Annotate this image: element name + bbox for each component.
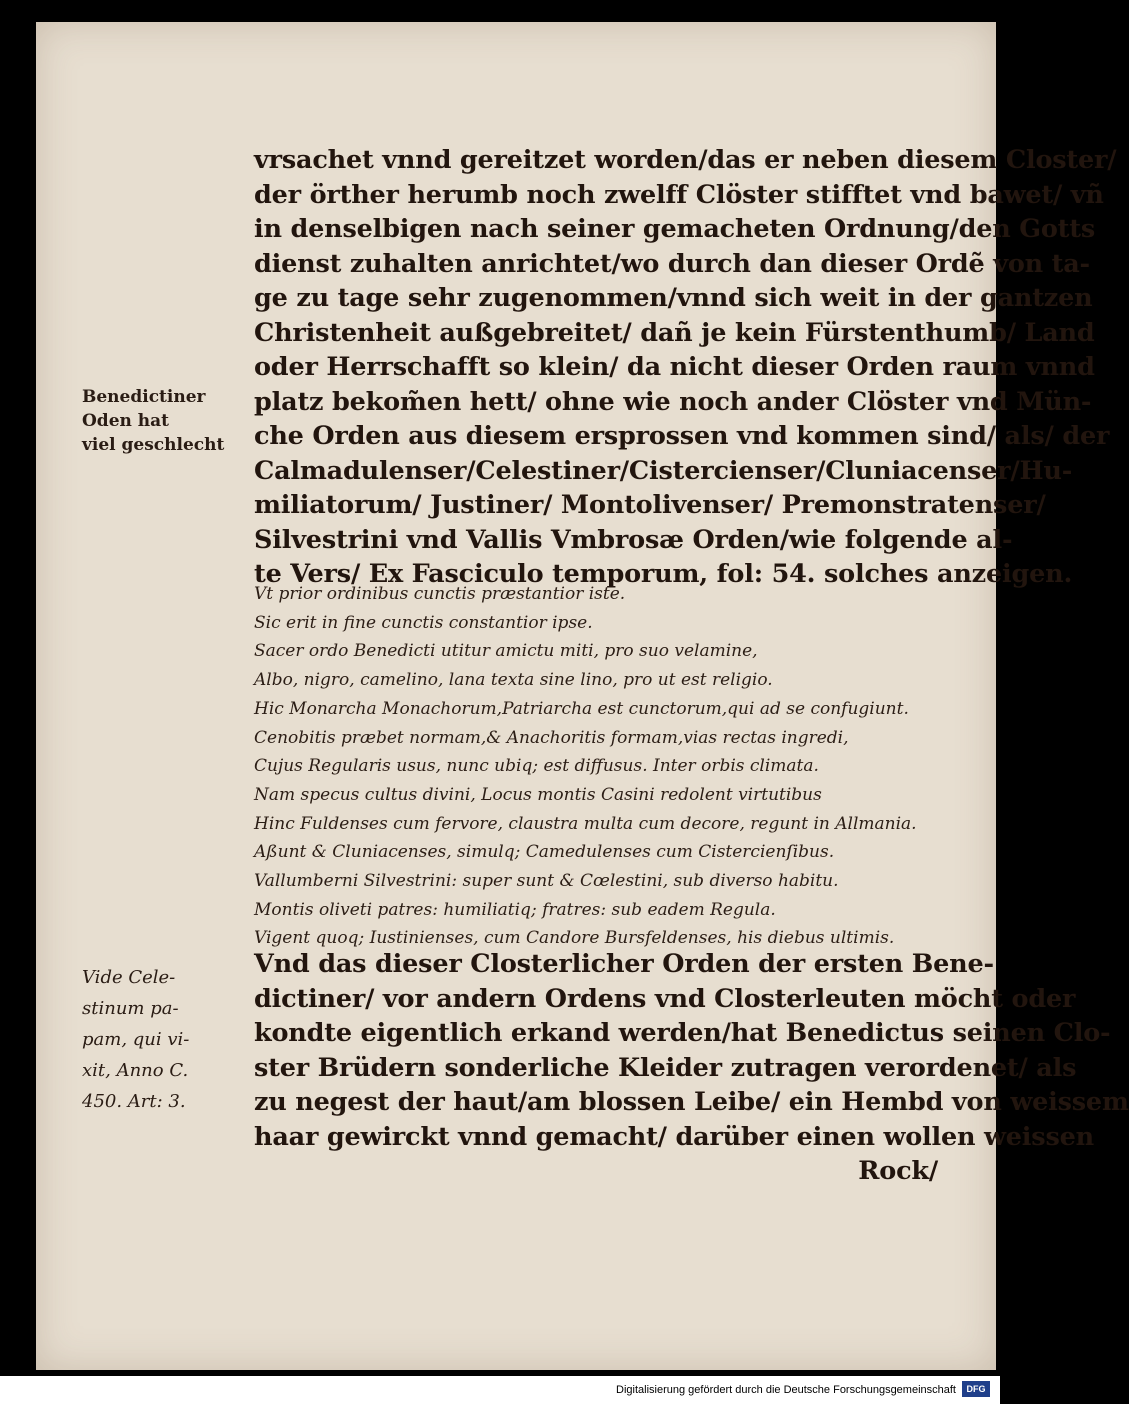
verse-line: Sic erit in fine cunctis constantior ipse. (254, 612, 593, 633)
verse-line: Montis oliveti patres: humiliatiq; fratres: sub eadem Regula. (254, 899, 776, 920)
body-text-block-2 (254, 947, 1129, 1189)
catchword: Rock/ (858, 1156, 938, 1186)
text-line: kondte eigentlich erkand werden/hat Benedictus seinen Clo- (254, 1018, 1111, 1048)
text-line: che Orden aus diesem ersprossen vnd kommen sind/ als/ der (254, 421, 1110, 451)
verse-line: Cujus Regularis usus, nunc ubiq; est diffusus. Inter orbis climata. (254, 756, 819, 777)
text-line: miliatorum/ Justiner/ Montolivenser/ Premonstratenser/ (254, 490, 1046, 520)
verse-line: Hinc Fuldenses cum fervore, claustra multa cum decore, regunt in Allmania. (254, 813, 917, 834)
text-line: dictiner/ vor andern Ordens vnd Closterleuten möcht oder (254, 983, 1076, 1014)
text-line: zu negest der haut/am blossen Leibe/ ein Hembd von weissem (254, 1087, 1129, 1117)
verse-line: Hic Monarcha Monachorum,Patriarcha est cunctorum,qui ad se confugiunt. (254, 698, 909, 719)
margin-note-line: 450. Art: 3. (82, 1091, 186, 1112)
text-line: der örther herumb noch zwelff Clöster stifftet vnd bawet/ vñ (254, 179, 1104, 210)
verse-line: Nam specus cultus divini, Locus montis Casini redolent virtutibus (254, 784, 822, 805)
verse-line: Vallumberni Silvestrini: super sunt & Cœlestini, sub diverso habitu. (254, 871, 839, 892)
text-line: Silvestrini vnd Vallis Vmbrosæ Orden/wie folgende al- (254, 524, 1013, 555)
text-line: ster Brüdern sonderliche Kleider zutragen verordenet/ als (254, 1052, 1077, 1083)
text-line: Vnd das dieser Closterlicher Orden der ersten Bene- (254, 949, 994, 979)
margin-note-line: pam, qui vi- (82, 1029, 190, 1050)
margin-note-line: xit, Anno C. (82, 1060, 189, 1081)
margin-note-line: Vide Cele- (82, 967, 176, 988)
footer-credit: Digitalisierung gefördert durch die Deutsche Forschungsgemeinschaft (616, 1384, 956, 1396)
verse-line: Vt prior ordinibus cunctis præstantior iste. (254, 584, 626, 604)
text-line: ge zu tage sehr zugenommen/vnnd sich weit in der gantzen (254, 283, 1093, 313)
text-line: platz bekom̃en hett/ ohne wie noch ander Clöster vnd Mün- (254, 386, 1092, 417)
text-line: dienst zuhalten anrichtet/wo durch dan dieser Ordẽ von ta- (254, 248, 1090, 279)
verse-line: Cenobitis præbet normam,& Anachoritis formam,vias rectas ingredi, (254, 727, 849, 748)
verse-line: Vigent quoq; Iustinienses, cum Candore Bursfeldenses, his diebus ultimis. (254, 928, 895, 949)
text-line: in denselbigen nach seiner gemacheten Ordnung/den Gotts (254, 214, 1095, 244)
text-line: Calmadulenser/Celestiner/Cistercienser/Cluniacenser/Hu- (254, 455, 1073, 486)
dfg-logo-icon: DFG (962, 1381, 990, 1397)
text-line: oder Herrschafft so klein/ da nicht dieser Orden raum vnnd (254, 352, 1095, 382)
margin-note-line: Benedictiner (82, 387, 206, 407)
verse-line: Aßunt & Cluniacenses, simulq; Camedulenses cum Cistercienſibus. (254, 842, 835, 863)
verse-line: Sacer ordo Benedicti utitur amictu miti, pro suo velamine, (254, 641, 758, 662)
margin-note-line: viel geschlecht (82, 435, 225, 455)
text-line: Christenheit außgebreitet/ dañ je kein Fürstenthumb/ Land (254, 317, 1095, 348)
text-line: haar gewirckt vnnd gemacht/ darüber einen wollen weissen (254, 1121, 1094, 1152)
verse-line: Albo, nigro, camelino, lana texta sine lino, pro ut est religio. (254, 670, 773, 691)
text-line: vrsachet vnnd gereitzet worden/das er neben diesem Closter/ (254, 145, 1117, 175)
body-text-block (254, 143, 1117, 592)
text-line: te Vers/ Ex Fasciculo temporum, fol: 54. solches anzeigen. (254, 559, 1073, 589)
latin-verse-block (254, 580, 944, 953)
margin-note-line: Oden hat (82, 411, 170, 431)
margin-note-benedictiner (82, 385, 242, 457)
margin-note-line: stinum pa- (82, 998, 179, 1019)
margin-note-vide-celestinum (82, 962, 242, 1117)
